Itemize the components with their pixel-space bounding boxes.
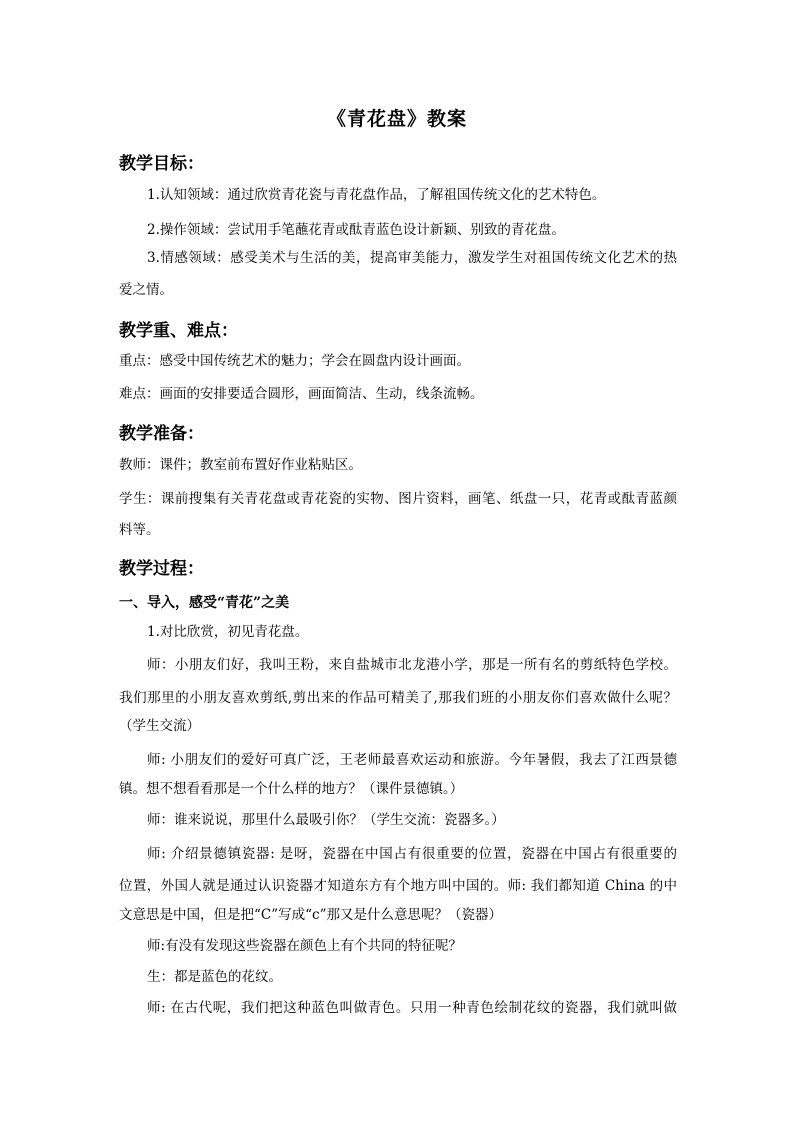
process-line: （学生交流） bbox=[119, 718, 200, 734]
process-line: 镇。想不想看看那是一个什么样的地方？（课件景德镇。） bbox=[119, 781, 464, 797]
document-title: 《青花盘》教案 bbox=[326, 108, 467, 130]
process-line: 师:有没有发现这些瓷器在颜色上有个共同的特征呢？ bbox=[147, 938, 463, 954]
goal-item-1: 1.认知领域：通过欣赏青花瓷与青花盘作品，了解祖国传统文化的艺术特色。 bbox=[147, 187, 606, 203]
process-line: 师: 介绍景德镇瓷器: 是呀，瓷器在中国占有很重要的位置，瓷器在中国占有很重要的 bbox=[147, 846, 677, 862]
focus-key-point: 重点：感受中国传统艺术的魅力；学会在圆盘内设计画面。 bbox=[119, 353, 470, 369]
prep-teacher: 教师：课件；教室前布置好作业粘贴区。 bbox=[119, 457, 362, 473]
focus-difficult-point: 难点：画面的安排要适合圆形，画面简洁、生动，线条流畅。 bbox=[119, 386, 484, 402]
section-heading-goals: 教学目标： bbox=[119, 154, 204, 174]
process-line: 师：小朋友们好，我叫王粉，来自盐城市北龙港小学，那是一所有名的剪纸特色学校。 bbox=[147, 657, 677, 673]
goal-item-3: 3.情感领域：感受美术与生活的美，提高审美能力，激发学生对祖国传统文化艺术的热 bbox=[147, 250, 677, 266]
process-line: 生：都是蓝色的花纹。 bbox=[147, 969, 282, 985]
process-subheading-1: 一、导入，感受“青花”之美 bbox=[119, 595, 290, 611]
process-line: 1.对比欣赏，初见青花盘。 bbox=[147, 624, 309, 640]
process-line: 文意思是中国，但是把“C”写成“c”那又是什么意思呢？（瓷器） bbox=[119, 907, 502, 923]
prep-students-cont: 料等。 bbox=[119, 522, 160, 538]
goal-item-2: 2.操作领域：尝试用手笔蘸花青或酞青蓝色设计新颖、别致的青花盘。 bbox=[147, 222, 565, 238]
process-line: 师: 小朋友们的爱好可真广泛，王老师最喜欢运动和旅游。今年暑假，我去了江西景德 bbox=[147, 752, 677, 768]
process-line: 我们那里的小朋友喜欢剪纸,剪出来的作品可精美了,那我们班的小朋友你们喜欢做什么呢？ bbox=[119, 690, 677, 706]
section-heading-process: 教学过程： bbox=[119, 559, 204, 579]
process-line: 位置，外国人就是通过认识瓷器才知道东方有个地方叫中国的。师: 我们都知道 China 的中 bbox=[119, 878, 677, 894]
section-heading-focus: 教学重、难点： bbox=[119, 321, 238, 341]
goal-item-3-cont: 爱之情。 bbox=[119, 282, 173, 298]
process-line: 师：谁来说说，那里什么最吸引你？（学生交流：瓷器多。） bbox=[147, 812, 505, 828]
prep-students: 学生：课前搜集有关青花盘或青花瓷的实物、图片资料，画笔、纸盘一只，花青或酞青蓝颜 bbox=[119, 491, 677, 507]
section-heading-prep: 教学准备： bbox=[119, 424, 204, 444]
process-line: 师: 在古代呢，我们把这种蓝色叫做青色。只用一种青色绘制花纹的瓷器，我们就叫做 bbox=[147, 1000, 677, 1016]
